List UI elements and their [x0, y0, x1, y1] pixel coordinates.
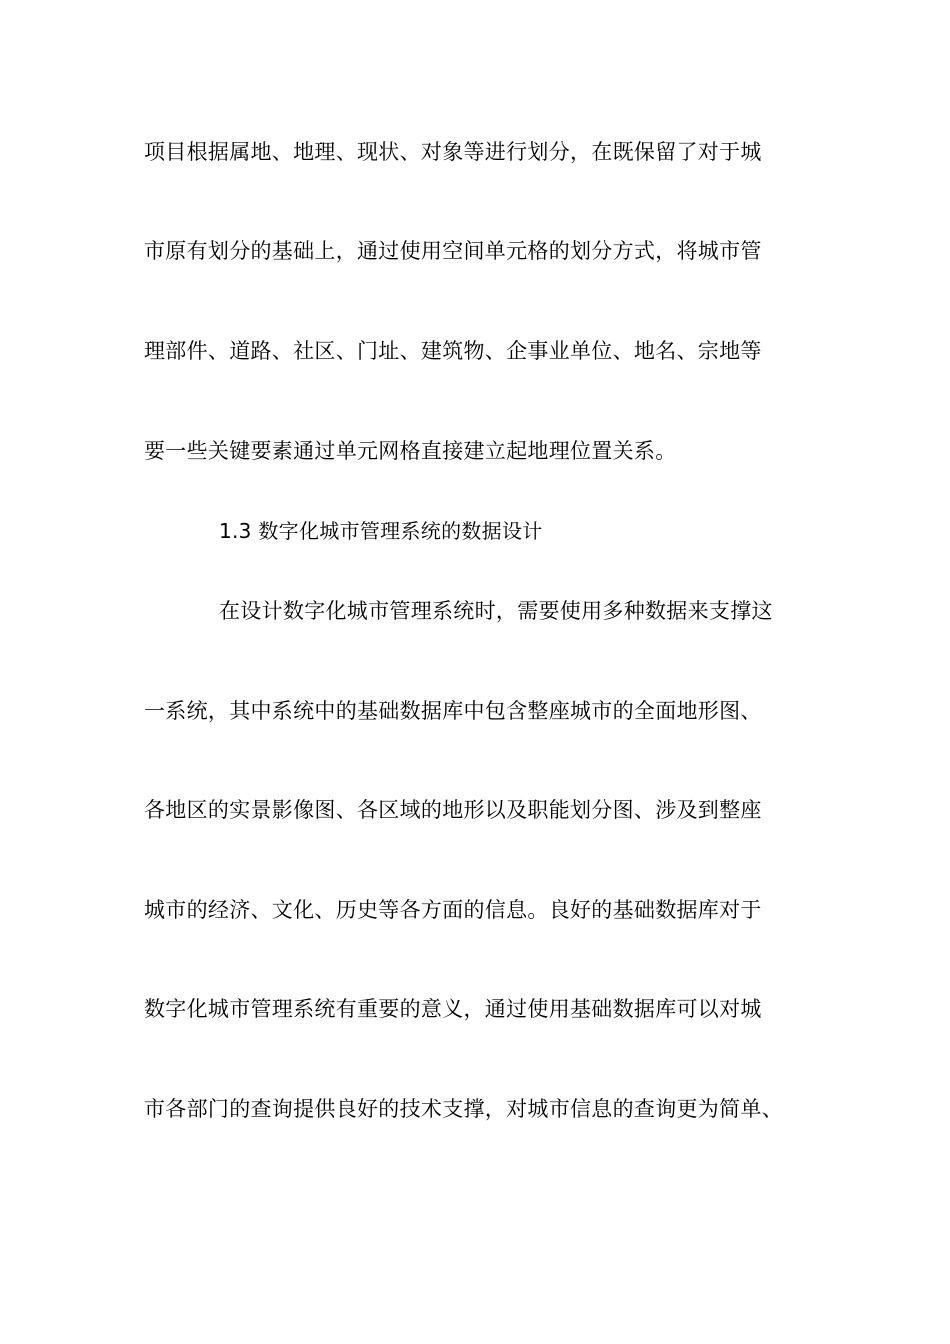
- paragraph-line: 项目根据属地、地理、现状、对象等进行划分，在既保留了对于城: [144, 140, 762, 164]
- paragraph-line: 在设计数字化城市管理系统时，需要使用多种数据来支撑这: [219, 599, 773, 623]
- section-heading: 1.3 数字化城市管理系统的数据设计: [219, 519, 543, 543]
- paragraph-line: 要一些关键要素通过单元网格直接建立起地理位置关系。: [144, 439, 677, 463]
- paragraph-line: 各地区的实景影像图、各区域的地形以及职能划分图、涉及到整座: [144, 798, 762, 822]
- paragraph-line: 市原有划分的基础上，通过使用空间单元格的划分方式，将城市管: [144, 239, 762, 263]
- paragraph-line: 城市的经济、文化、历史等各方面的信息。良好的基础数据库对于: [144, 898, 762, 922]
- paragraph-line: 理部件、道路、社区、门址、建筑物、企事业单位、地名、宗地等: [144, 339, 762, 363]
- paragraph-line: 一系统，其中系统中的基础数据库中包含整座城市的全面地形图、: [144, 699, 762, 723]
- paragraph-line: 数字化城市管理系统有重要的意义，通过使用基础数据库可以对城: [144, 997, 762, 1021]
- paragraph-line: 市各部门的查询提供良好的技术支撑，对城市信息的查询更为简单、: [144, 1097, 783, 1121]
